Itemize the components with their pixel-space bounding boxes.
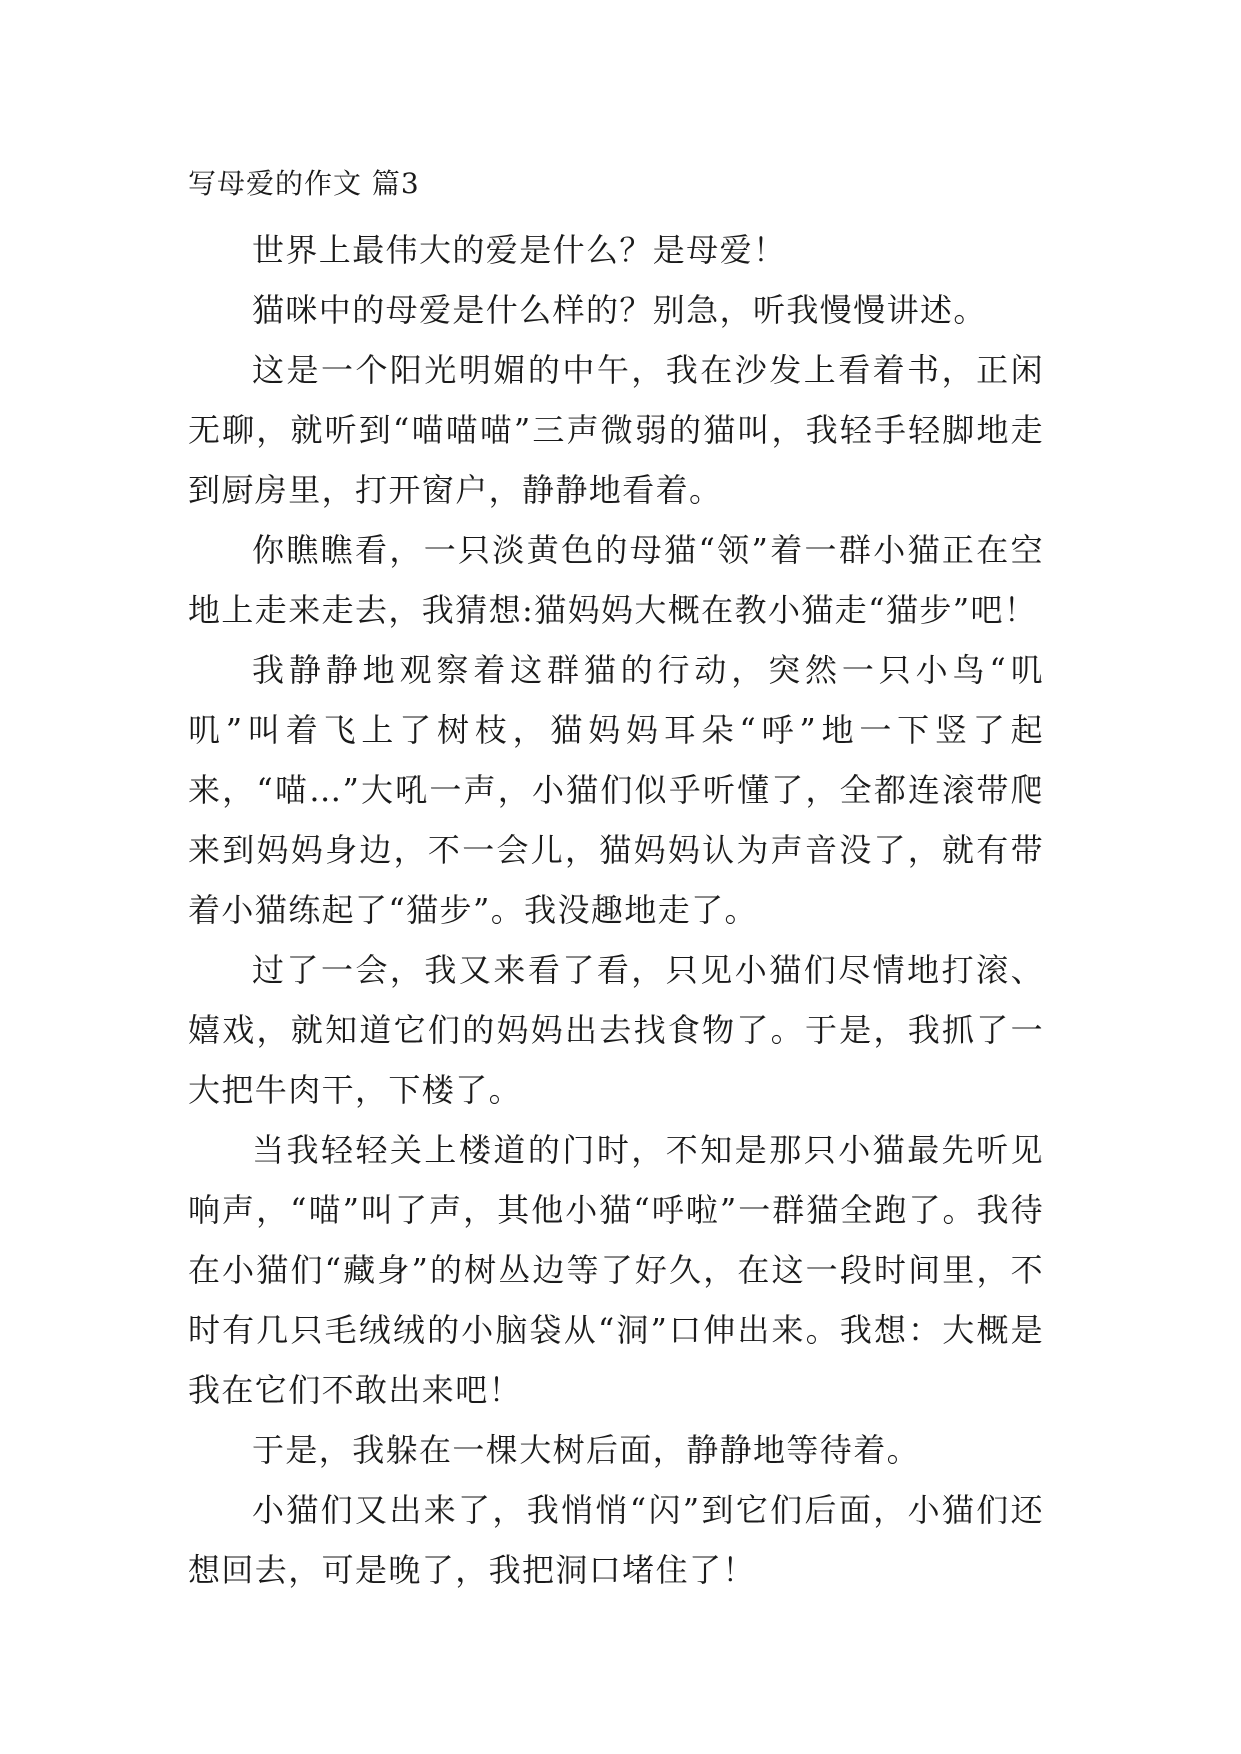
paragraph: 过了一会，我又来看了看，只见小猫们尽情地打滚、嬉戏，就知道它们的妈妈出去找食物了。于是，我抓了一大把牛肉干，下楼了。 — [188, 951, 1044, 1109]
paragraph: 世界上最伟大的爱是什么？是母爱！ — [252, 231, 787, 269]
paragraph: 我静静地观察着这群猫的行动，突然一只小鸟“叽叽”叫着飞上了树枝，猫妈妈耳朵“呼”地一下竖了起来，“喵…”大吼一声，小猫们似乎听懂了，全都连滚带爬来到妈妈身边，不一会儿，猫妈妈认为声音没了，就有带着小猫练起了“猫步”。我没趣地走了。 — [188, 651, 1044, 929]
document-body — [188, 162, 1044, 1600]
essay-title: 写母爱的作文 篇3 — [188, 167, 420, 200]
paragraph: 小猫们又出来了，我悄悄“闪”到它们后面，小猫们还想回去，可是晚了，我把洞口堵住了！ — [188, 1491, 1044, 1589]
paragraph: 猫咪中的母爱是什么样的？别急，听我慢慢讲述。 — [252, 291, 987, 329]
paragraph: 这是一个阳光明媚的中午，我在沙发上看着书，正闲无聊，就听到“喵喵喵”三声微弱的猫叫，我轻手轻脚地走到厨房里，打开窗户，静静地看着。 — [188, 351, 1044, 509]
paragraph: 于是，我躲在一棵大树后面，静静地等待着。 — [252, 1431, 921, 1469]
paragraph: 你瞧瞧看，一只淡黄色的母猫“领”着一群小猫正在空地上走来走去，我猜想:猫妈妈大概在教小猫走“猫步”吧！ — [188, 531, 1044, 629]
paragraph: 当我轻轻关上楼道的门时，不知是那只小猫最先听见响声，“喵”叫了声，其他小猫“呼啦”一群猫全跑了。我待在小猫们“藏身”的树丛边等了好久，在这一段时间里，不时有几只毛绒绒的小脑袋从“洞”口伸出来。我想：大概是我在它们不敢出来吧！ — [188, 1131, 1044, 1409]
